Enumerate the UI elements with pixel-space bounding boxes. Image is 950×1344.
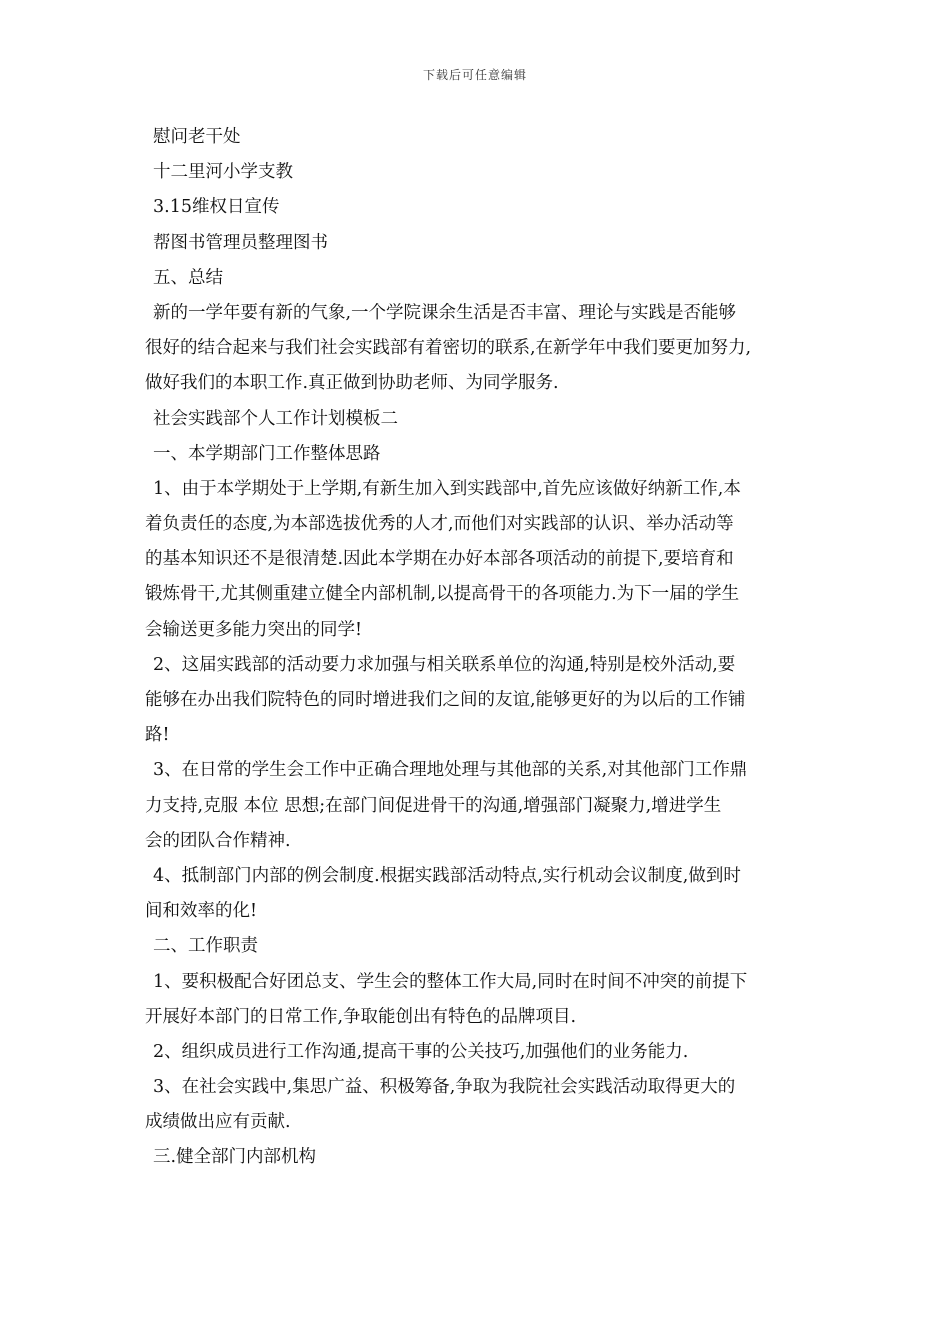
text-line: 社会实践部个人工作计划模板二 — [153, 408, 398, 429]
text-line: 做好我们的本职工作.真正做到协助老师、为同学服务. — [145, 373, 559, 394]
text-line: 成绩做出应有贡献. — [145, 1112, 291, 1133]
text-line: 慰问老干处 — [153, 127, 241, 147]
text-line: 1、由于本学期处于上学期,有新生加入到实践部中,首先应该做好纳新工作,本 — [153, 478, 741, 499]
page-header: 下载后可任意编辑 — [422, 68, 527, 82]
text-line: 的基本知识还不是很清楚.因此本学期在办好本部各项活动的前提下,要培育和 — [145, 549, 734, 570]
document-body — [145, 120, 815, 1176]
text-line: 路! — [145, 725, 170, 746]
text-line: 4、抵制部门内部的例会制度.根据实践部活动特点,实行机动会议制度,做到时 — [153, 865, 741, 886]
text-line: 着负责任的态度,为本部选拔优秀的人才,而他们对实践部的认识、举办活动等 — [145, 514, 734, 535]
text-line: 很好的结合起来与我们社会实践部有着密切的联系,在新学年中我们要更加努力, — [145, 338, 752, 359]
text-line: 五、总结 — [153, 267, 223, 288]
text-line: 3.15维权日宣传 — [153, 197, 280, 218]
text-line: 帮图书管理员整理图书 — [153, 232, 328, 253]
text-line: 二、工作职责 — [153, 936, 258, 957]
text-line: 三.健全部门内部机构 — [153, 1147, 317, 1168]
text-line: 十二里河小学支教 — [153, 162, 293, 183]
text-line: 新的一学年要有新的气象,一个学院课余生活是否丰富、理论与实践是否能够 — [153, 302, 737, 323]
text-line: 会的团队合作精神. — [145, 830, 291, 851]
text-line: 能够在办出我们院特色的同时增进我们之间的友谊,能够更好的为以后的工作铺 — [145, 690, 746, 710]
text-line: 会输送更多能力突出的同学! — [145, 619, 363, 640]
text-line: 1、要积极配合好团总支、学生会的整体工作大局,同时在时间不冲突的前提下 — [153, 971, 748, 992]
text-line: 3、在社会实践中,集思广益、积极筹备,争取为我院社会实践活动取得更大的 — [153, 1077, 736, 1098]
text-line: 3、在日常的学生会工作中正确合理地处理与其他部的关系,对其他部门工作鼎 — [153, 760, 748, 781]
text-line: 开展好本部门的日常工作,争取能创出有特色的品牌项目. — [145, 1006, 577, 1027]
text-line: 力支持,克服 本位 思想;在部门间促进骨干的沟通,增强部门凝聚力,增进学生 — [145, 795, 722, 816]
text-line: 2、这届实践部的活动要力求加强与相关联系单位的沟通,特别是校外活动,要 — [153, 654, 736, 675]
text-line: 2、组织成员进行工作沟通,提高干事的公关技巧,加强他们的业务能力. — [153, 1041, 689, 1062]
text-line: 锻炼骨干,尤其侧重建立健全内部机制,以提高骨干的各项能力.为下一届的学生 — [145, 584, 740, 605]
text-line: 间和效率的化! — [145, 901, 258, 922]
text-line: 一、本学期部门工作整体思路 — [153, 443, 381, 464]
